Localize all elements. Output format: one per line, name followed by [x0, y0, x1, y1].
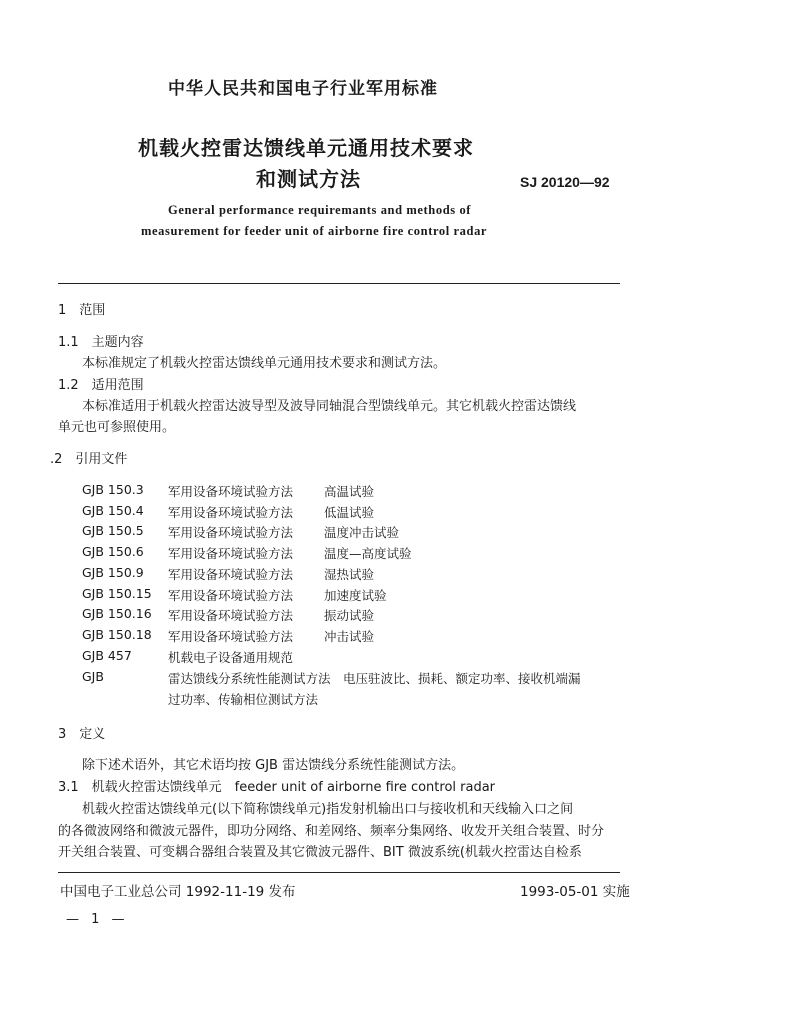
section-1-2-heading: 1.2 适用范围 — [58, 378, 144, 393]
section-3-1-heading: 3.1 机载火控雷达馈线单元 feeder unit of airborne fire control radar — [58, 780, 496, 795]
reference-name-line-1: 雷达馈线分系统性能测试方法 电压驻波比、损耗、额定功率、接收机端漏 — [168, 671, 581, 686]
reference-test: 加速度试验 — [324, 588, 387, 603]
reference-name: 军用设备环境试验方法 — [168, 588, 294, 603]
section-3-heading: 3 定义 — [58, 727, 106, 742]
reference-code: GJB 150.18 — [82, 627, 152, 642]
section-3-1-text-line-3: 开关组合装置、可变耦合器组合装置及其它微波元器件、BIT 微波系统(机载火控雷达自检系 — [58, 845, 582, 860]
english-title-line-2: measurement for feeder unit of airborne fire control radar — [141, 224, 488, 238]
reference-name: 军用设备环境试验方法 — [168, 525, 294, 540]
reference-code: GJB 150.6 — [82, 544, 144, 559]
reference-test: 湿热试验 — [324, 567, 375, 582]
reference-test: 冲击试验 — [324, 629, 375, 644]
reference-code: GJB 457 — [82, 648, 132, 663]
reference-name: 军用设备环境试验方法 — [168, 484, 294, 499]
section-1-1-heading: 1.1 主题内容 — [58, 335, 144, 350]
reference-test: 低温试验 — [324, 505, 375, 520]
reference-name: 军用设备环境试验方法 — [168, 608, 294, 623]
section-1-1-text: 本标准规定了机载火控雷达馈线单元通用技术要求和测试方法。 — [82, 356, 447, 371]
issuer-date: 中国电子工业总公司 1992-11-19 发布 — [60, 884, 296, 900]
header-divider — [58, 283, 620, 284]
reference-test: 温度—高度试验 — [324, 546, 412, 561]
footer-divider — [58, 872, 620, 873]
reference-code: GJB — [82, 669, 104, 684]
reference-code: GJB 150.16 — [82, 606, 152, 621]
reference-name: 军用设备环境试验方法 — [168, 567, 294, 582]
reference-code: GJB 150.9 — [82, 565, 144, 580]
effective-date: 1993-05-01 实施 — [520, 884, 630, 900]
reference-code: GJB 150.4 — [82, 503, 144, 518]
reference-test: 高温试验 — [324, 484, 375, 499]
title-line-2: 和测试方法 — [256, 167, 361, 191]
reference-name: 军用设备环境试验方法 — [168, 505, 294, 520]
section-3-1-text-line-2: 的各微波网络和微波元器件，即功分网络、和差网络、频率分集网络、收发开关组合装置、时分 — [58, 824, 605, 839]
section-2-heading: .2 引用文件 — [50, 452, 128, 467]
reference-name: 军用设备环境试验方法 — [168, 546, 294, 561]
section-1-heading: 1 范围 — [58, 303, 106, 318]
reference-code: GJB 150.5 — [82, 523, 144, 538]
section-3-1-text-line-1: 机载火控雷达馈线单元(以下简称馈线单元)指发射机输出口与接收机和天线输入口之间 — [82, 802, 574, 817]
title-line-1: 机载火控雷达馈线单元通用技术要求 — [138, 136, 474, 160]
section-1-2-text-line-1: 本标准适用于机载火控雷达波导型及波导同轴混合型馈线单元。其它机载火控雷达馈线 — [82, 399, 577, 414]
section-3-text: 除下述术语外，其它术语均按 GJB 雷达馈线分系统性能测试方法。 — [82, 758, 465, 773]
section-1-2-text-line-2: 单元也可参照使用。 — [58, 420, 176, 435]
reference-code: GJB 150.3 — [82, 482, 144, 497]
standard-category: 中华人民共和国电子行业军用标准 — [168, 79, 438, 99]
english-title-line-1: General performance requiremants and methods of — [168, 203, 472, 217]
reference-name: 机载电子设备通用规范 — [168, 650, 294, 665]
reference-name-line-2: 过功率、传输相位测试方法 — [168, 692, 319, 707]
reference-name: 军用设备环境试验方法 — [168, 629, 294, 644]
reference-test: 振动试验 — [324, 608, 375, 623]
standard-number: SJ 20120—92 — [520, 174, 610, 190]
reference-code: GJB 150.15 — [82, 586, 152, 601]
page-number: — 1 — — [66, 912, 129, 927]
reference-test: 温度冲击试验 — [324, 525, 400, 540]
